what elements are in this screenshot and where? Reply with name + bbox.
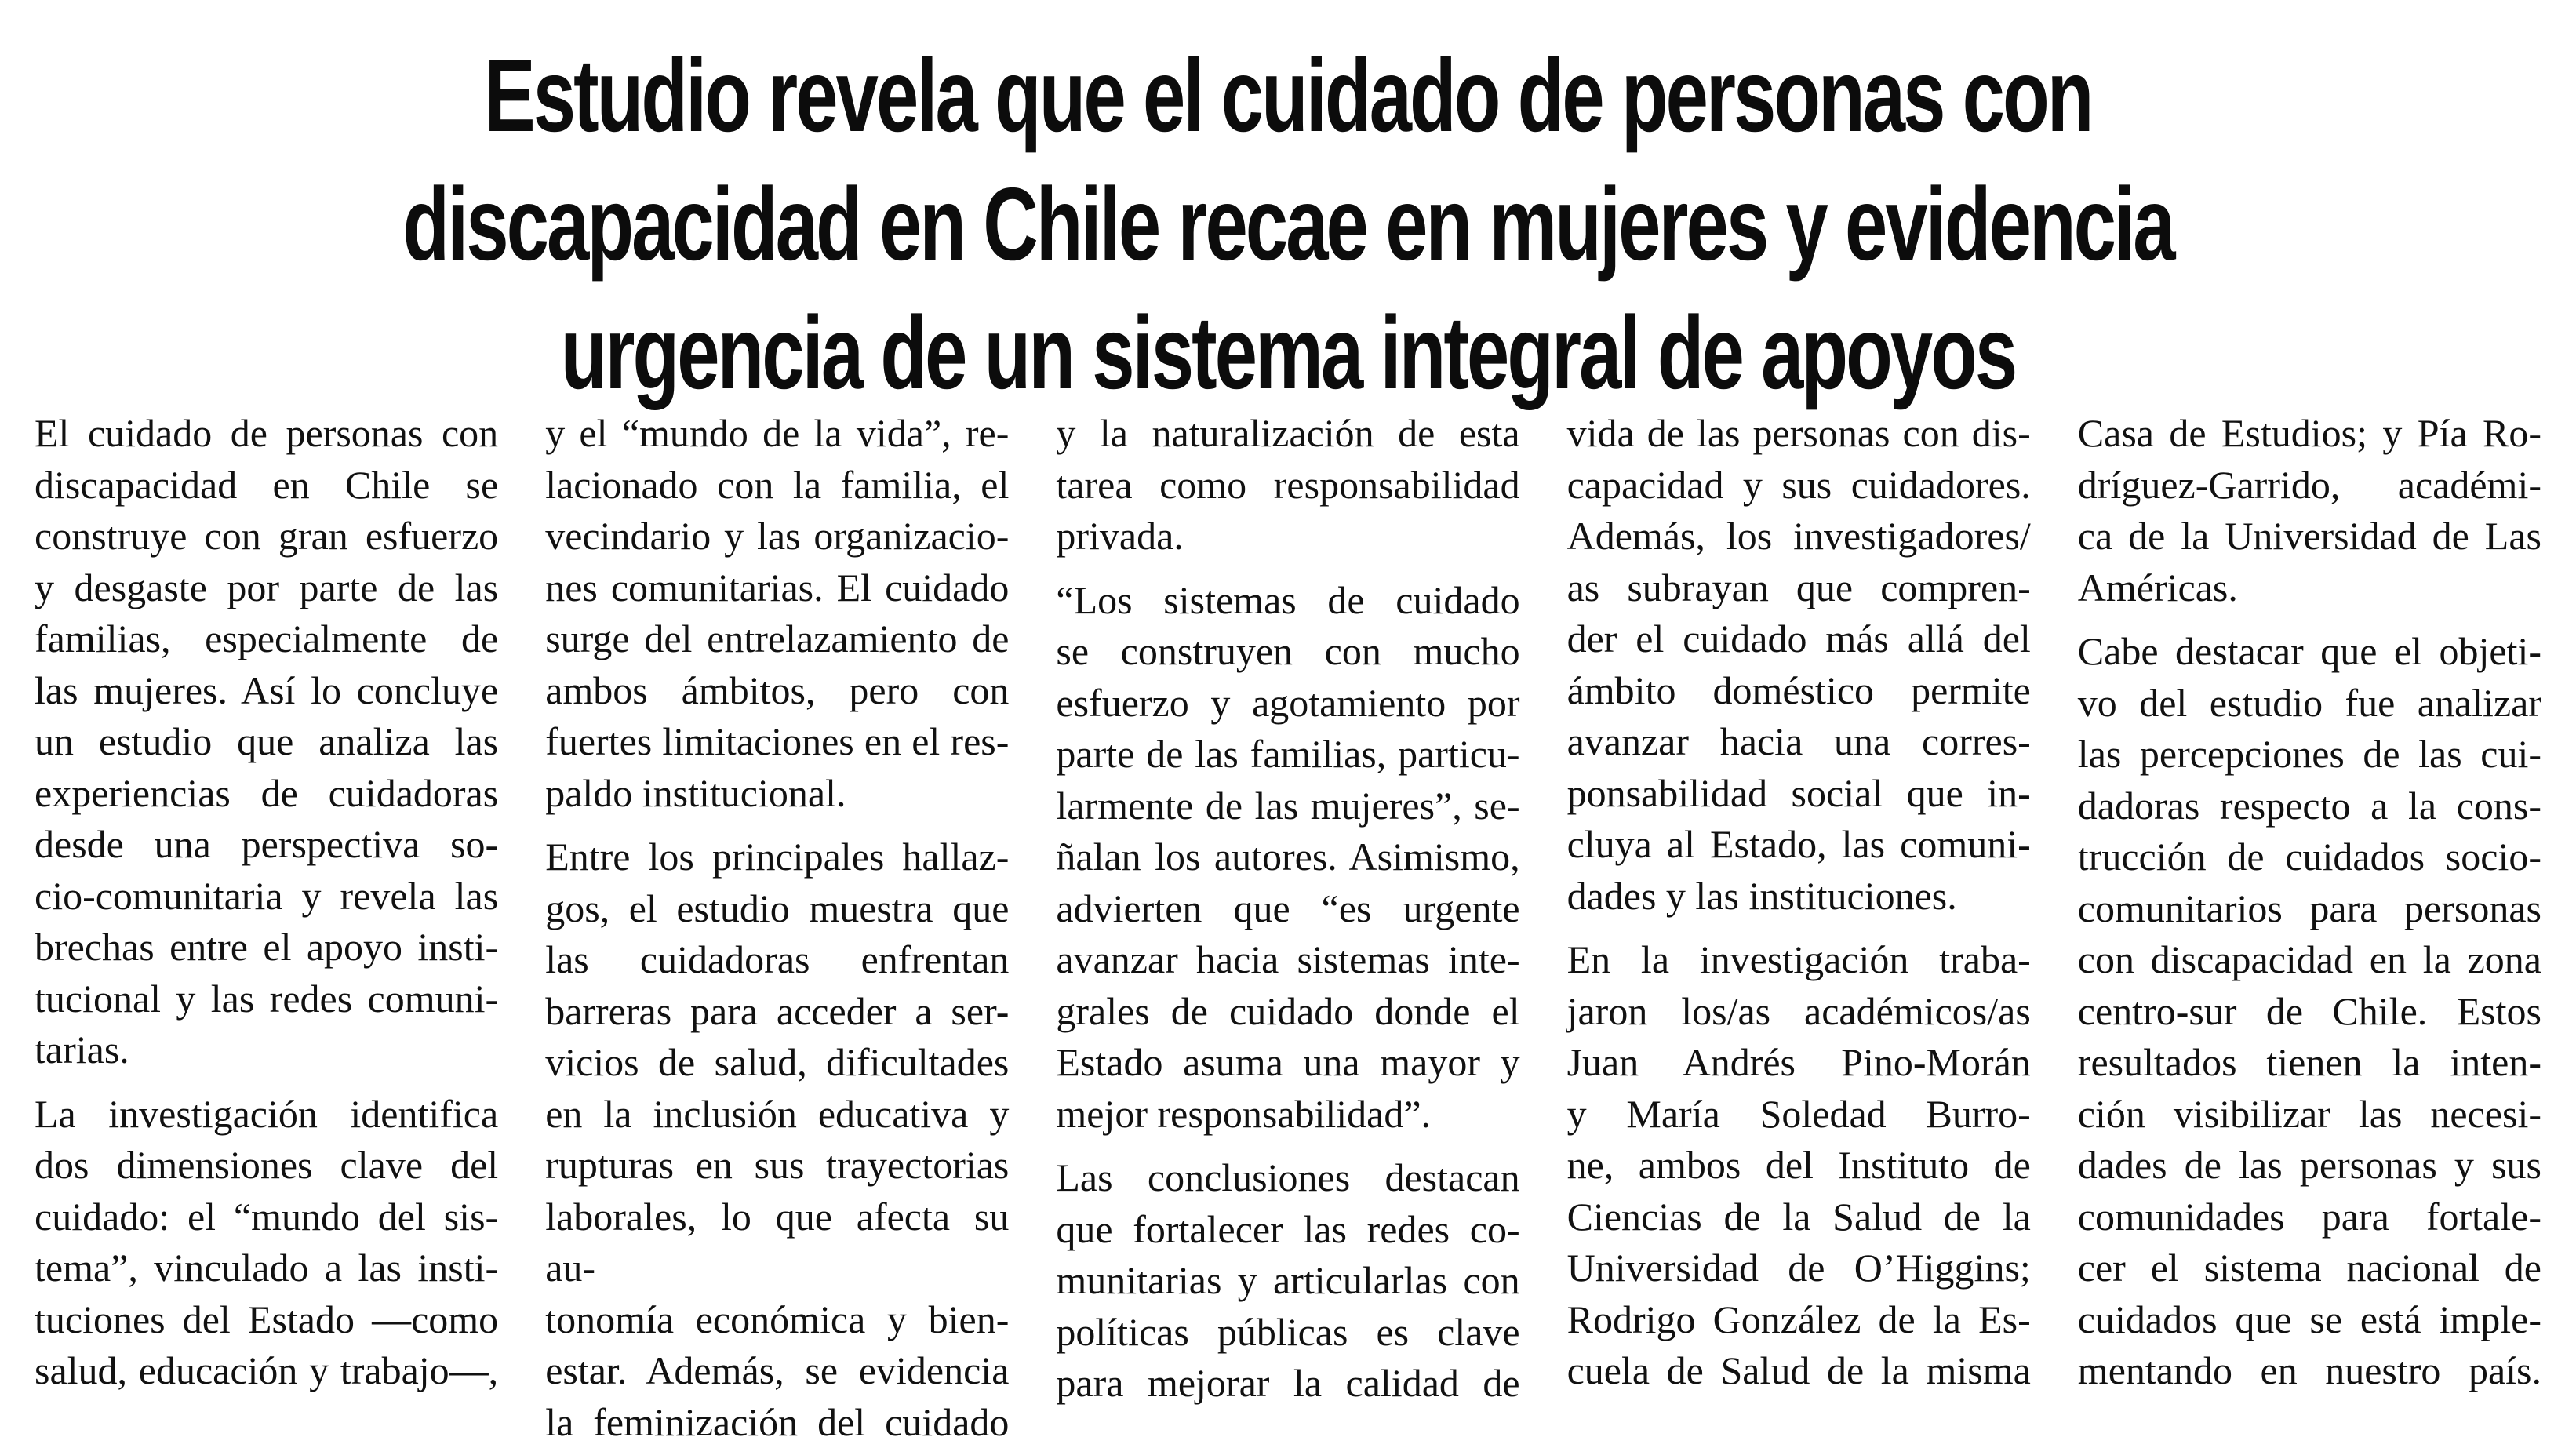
article-column-5 (2078, 408, 2541, 1448)
headline-line: urgencia de un sistema integral de apoyos (398, 289, 2177, 417)
text-line: Universidad de O’Higgins; (1567, 1242, 2031, 1294)
text-line: En la investigación traba- (1567, 934, 2031, 986)
text-line: centro-sur de Chile. Estos (2078, 986, 2541, 1038)
text-line: rupturas en sus trayectorias (545, 1140, 1009, 1192)
text-line: avanzar hacia una corres- (1567, 716, 2031, 768)
text-line: resultados tienen la inten- (2078, 1037, 2541, 1089)
text-line: tema”, vinculado a las insti- (35, 1242, 498, 1294)
text-line: tonomía económica y bien- (545, 1294, 1009, 1346)
text-line: dos dimensiones clave del (35, 1140, 498, 1192)
text-line: Ciencias de la Salud de la (1567, 1192, 2031, 1243)
text-line: surge del entrelazamiento de (545, 613, 1009, 665)
headline-line: discapacidad en Chile recae en mujeres y evidencia (398, 160, 2177, 289)
text-line: Rodrigo González de la Es- (1567, 1294, 2031, 1346)
text-line: fuertes limitaciones en el res- (545, 716, 1009, 768)
text-line: la feminización del cuidado (545, 1397, 1009, 1448)
text-line: ámbito doméstico permite (1567, 665, 2031, 717)
text-line: desde una perspectiva so- (35, 819, 498, 871)
text-line: ñalan los autores. Asimismo, (1056, 831, 1519, 883)
text-line: experiencias de cuidadoras (35, 768, 498, 820)
text-line: El cuidado de personas con (35, 408, 498, 460)
text-line: tarias. (35, 1024, 498, 1076)
text-line: cuidado: el “mundo del sis- (35, 1192, 498, 1243)
text-line: mentando en nuestro país. (2078, 1345, 2541, 1397)
text-line: ne, ambos del Instituto de (1567, 1140, 2031, 1192)
text-line: salud, educación y trabajo—, (35, 1345, 498, 1397)
text-line: advierten que “es urgente (1056, 883, 1519, 935)
text-line: ambos ámbitos, pero con (545, 665, 1009, 717)
headline (398, 31, 2177, 417)
text-line: parte de las familias, particu- (1056, 729, 1519, 780)
text-line: construye con gran esfuerzo (35, 511, 498, 562)
text-line: laborales, lo que afecta su au- (545, 1192, 1009, 1294)
text-line: brechas entre el apoyo insti- (35, 922, 498, 973)
text-line: vicios de salud, dificultades (545, 1037, 1009, 1089)
text-line: lacionado con la familia, el (545, 460, 1009, 511)
text-line: con discapacidad en la zona (2078, 934, 2541, 986)
text-line: La investigación identifica (35, 1089, 498, 1141)
text-line: Cabe destacar que el objeti- (2078, 626, 2541, 678)
text-line: “Los sistemas de cuidado (1056, 575, 1519, 627)
text-line: dríguez-Garrido, académi- (2078, 460, 2541, 511)
text-line: se construyen con mucho (1056, 626, 1519, 678)
text-line: las mujeres. Así lo concluye (35, 665, 498, 717)
text-line: cer el sistema nacional de (2078, 1242, 2541, 1294)
text-line: capacidad y sus cuidadores. (1567, 460, 2031, 511)
text-line: dades de las personas y sus (2078, 1140, 2541, 1192)
text-line: barreras para acceder a ser- (545, 986, 1009, 1038)
text-line: as subrayan que compren- (1567, 562, 2031, 614)
text-line: ca de la Universidad de Las (2078, 511, 2541, 562)
text-line: cuidados que se está imple- (2078, 1294, 2541, 1346)
text-line: dadoras respecto a la cons- (2078, 780, 2541, 832)
text-line: privada. (1056, 511, 1519, 562)
text-line: comunitarios para personas (2078, 883, 2541, 935)
text-line: que fortalecer las redes co- (1056, 1204, 1519, 1256)
article-column-4 (1567, 408, 2031, 1448)
text-line: grales de cuidado donde el (1056, 986, 1519, 1038)
text-line: un estudio que analiza las (35, 716, 498, 768)
text-line: ción visibilizar las necesi- (2078, 1089, 2541, 1141)
text-line: políticas públicas es clave (1056, 1307, 1519, 1359)
text-line: en la inclusión educativa y (545, 1089, 1009, 1141)
text-line: vida de las personas con dis- (1567, 408, 2031, 460)
text-line: tuciones del Estado —como (35, 1294, 498, 1346)
text-line: gos, el estudio muestra que (545, 883, 1009, 935)
text-line: Juan Andrés Pino-Morán (1567, 1037, 2031, 1089)
article-column-2 (545, 408, 1009, 1448)
text-line: munitarias y articularlas con (1056, 1255, 1519, 1307)
text-line: y María Soledad Burro- (1567, 1089, 2031, 1141)
text-line: cuela de Salud de la misma (1567, 1345, 2031, 1397)
article-body (35, 408, 2541, 1412)
text-line: ponsabilidad social que in- (1567, 768, 2031, 820)
text-line: estar. Además, se evidencia (545, 1345, 1009, 1397)
text-line: trucción de cuidados socio- (2078, 831, 2541, 883)
text-line: vecindario y las organizacio- (545, 511, 1009, 562)
article-column-3 (1056, 408, 1519, 1448)
text-line: cio-comunitaria y revela las (35, 871, 498, 922)
text-line: familias, especialmente de (35, 613, 498, 665)
text-line: Casa de Estudios; y Pía Ro- (2078, 408, 2541, 460)
text-line: vo del estudio fue analizar (2078, 678, 2541, 729)
text-line: mejor responsabilidad”. (1056, 1089, 1519, 1141)
text-line: avanzar hacia sistemas inte- (1056, 934, 1519, 986)
text-line: para mejorar la calidad de (1056, 1358, 1519, 1410)
text-line: y desgaste por parte de las (35, 562, 498, 614)
text-line: las cuidadoras enfrentan (545, 934, 1009, 986)
text-line: Américas. (2078, 562, 2541, 614)
text-line: larmente de las mujeres”, se- (1056, 780, 1519, 832)
text-line: tarea como responsabilidad (1056, 460, 1519, 511)
article-column-1 (35, 408, 498, 1448)
text-line: y la naturalización de esta (1056, 408, 1519, 460)
text-line: nes comunitarias. El cuidado (545, 562, 1009, 614)
text-line: Entre los principales hallaz- (545, 831, 1009, 883)
text-line: cluya al Estado, las comuni- (1567, 819, 2031, 871)
text-line: Las conclusiones destacan (1056, 1152, 1519, 1204)
text-line: y el “mundo de la vida”, re- (545, 408, 1009, 460)
text-line: esfuerzo y agotamiento por (1056, 678, 1519, 729)
text-line: las percepciones de las cui- (2078, 729, 2541, 780)
text-line: tucional y las redes comuni- (35, 973, 498, 1025)
text-line: dades y las instituciones. (1567, 871, 2031, 922)
text-line: Además, los investigadores/ (1567, 511, 2031, 562)
text-line: paldo institucional. (545, 768, 1009, 820)
text-line: comunidades para fortale- (2078, 1192, 2541, 1243)
text-line: jaron los/as académicos/as (1567, 986, 2031, 1038)
text-line: der el cuidado más allá del (1567, 613, 2031, 665)
headline-line: Estudio revela que el cuidado de personas con (398, 31, 2177, 160)
text-line: discapacidad en Chile se (35, 460, 498, 511)
text-line: Estado asuma una mayor y (1056, 1037, 1519, 1089)
